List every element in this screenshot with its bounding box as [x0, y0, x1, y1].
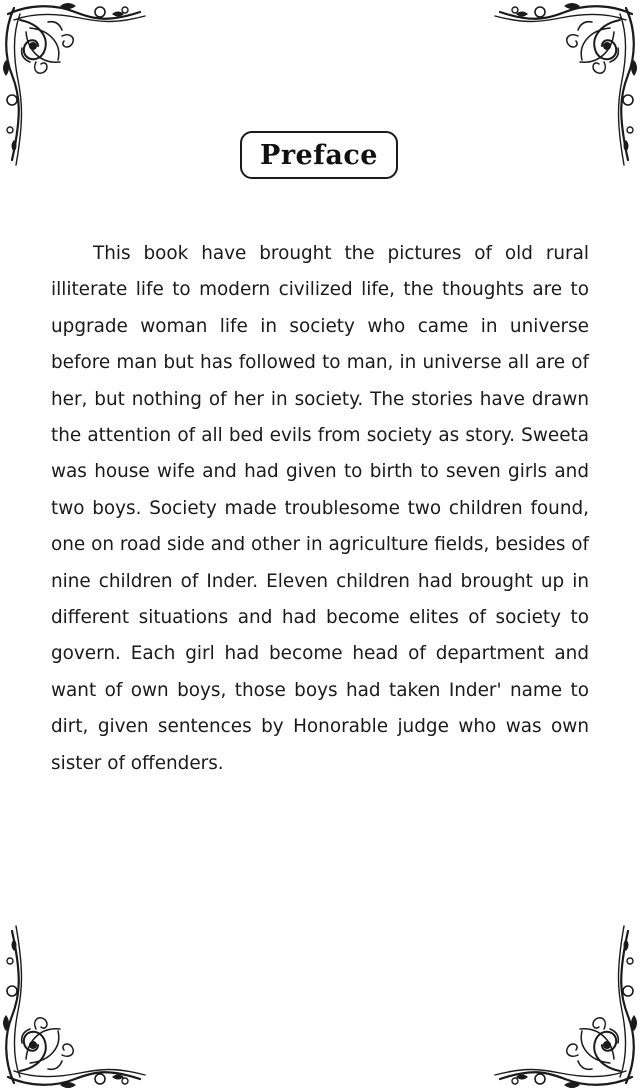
corner-ornament-bottom-right	[490, 916, 640, 1091]
floral-scroll-ornament-icon	[0, 916, 150, 1091]
corner-ornament-top-left	[0, 0, 150, 175]
floral-scroll-ornament-icon	[490, 0, 640, 175]
floral-scroll-ornament-icon	[490, 916, 640, 1091]
floral-scroll-ornament-icon	[0, 0, 150, 175]
page-title: Preface	[260, 139, 378, 171]
corner-ornament-top-right	[490, 0, 640, 175]
title-frame	[240, 131, 398, 179]
corner-ornament-bottom-left	[0, 916, 150, 1091]
preface-paragraph: This book have brought the pictures of old rural illiterate life to modern civilized life, the thoughts are to upgrade woman life in society who came in universe before man but has followed to man, in universe all are of her, but nothing of her in society. The stories have drawn the attention of all bed evils from society as story. Sweeta was house wife and had given to birth to seven girls and two boys. Society made troublesome two children found, one on road side and other in agriculture fields, besides of nine children of Inder. Eleven children had brought up in different situations and had become elites of society to govern. Each girl had become head of department and want of own boys, those boys had taken Inder' name to dirt, given sentences by Honorable judge who was own sister of offenders.	[51, 243, 589, 774]
